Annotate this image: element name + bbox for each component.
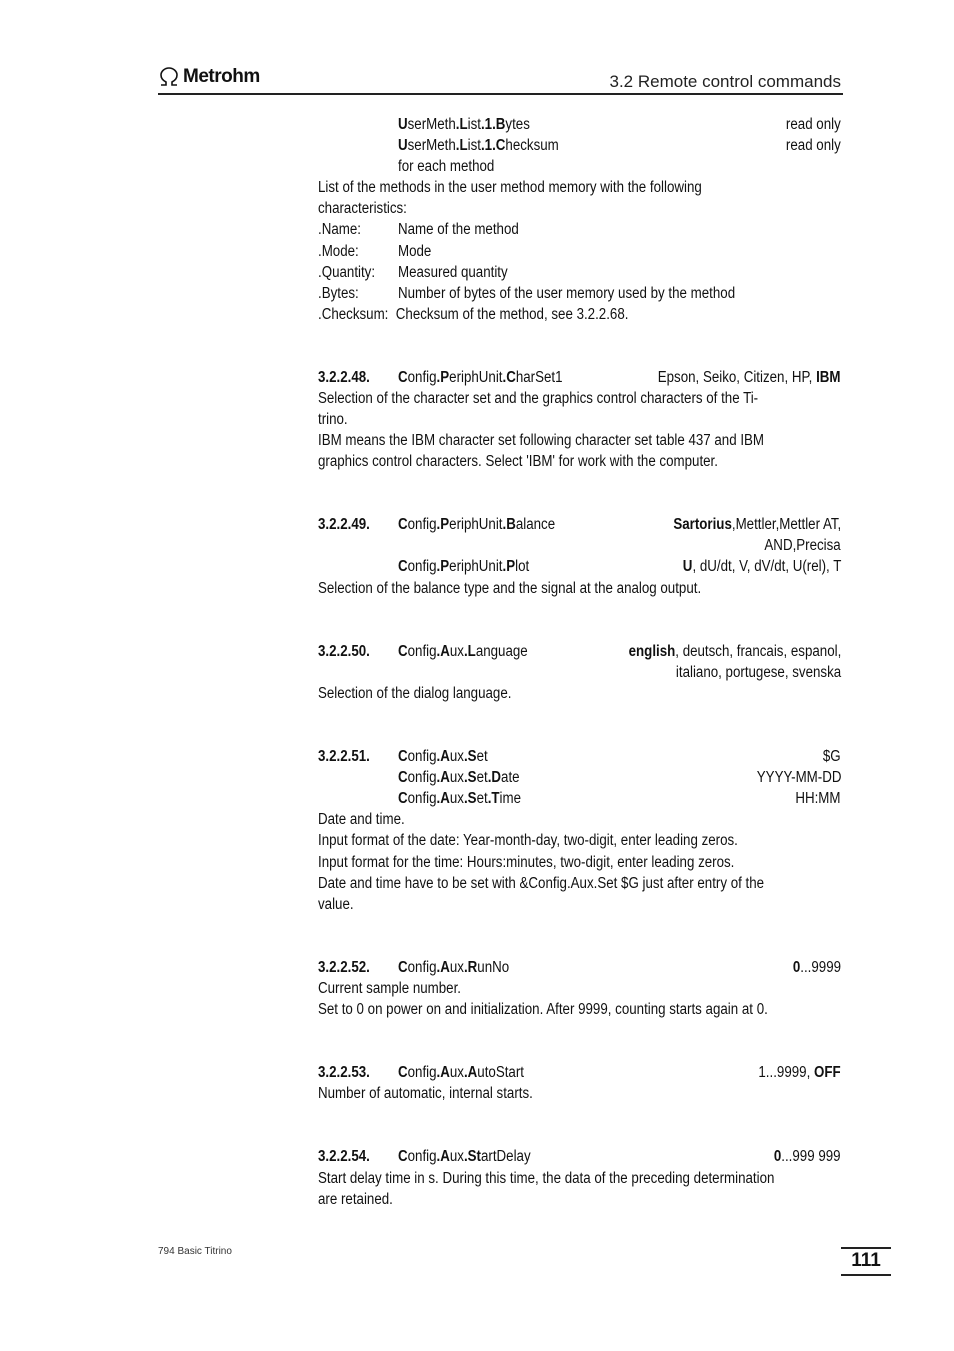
value-range: YYYY-MM-DD	[756, 769, 841, 786]
text-line: Measured quantity	[398, 264, 508, 281]
text-line: 3.2.2.54.	[318, 1148, 370, 1165]
value-range: HH:MM	[795, 790, 841, 807]
text-line: Number of bytes of the user memory used by the method	[398, 285, 736, 302]
text-line: trino.	[318, 411, 348, 428]
value-range: english, deutsch, francais, espanol,	[628, 643, 841, 660]
text-line: Date and time.	[318, 811, 405, 828]
text-line: Config.Aux.StartDelay	[398, 1148, 531, 1165]
text-line: .Quantity:	[318, 264, 376, 281]
text-line: Config.PeriphUnit.Balance	[398, 516, 556, 533]
text-line: are retained.	[318, 1191, 393, 1208]
text-line: 3.2.2.53.	[318, 1064, 370, 1081]
value-range: Sartorius,Mettler,Mettler AT,	[673, 516, 841, 533]
text-line: Config.Aux.AutoStart	[398, 1064, 524, 1081]
value-range: $G	[823, 748, 841, 765]
text-line: .Checksum: Checksum of the method, see 3.2.2.68.	[318, 306, 629, 323]
section-title: 3.2 Remote control commands	[609, 72, 841, 91]
text-line: Set to 0 on power on and initialization. After 9999, counting starts again at 0.	[318, 1001, 768, 1018]
text-line: Current sample number.	[318, 980, 462, 997]
text-line: List of the methods in the user method memory with the following	[318, 179, 702, 196]
text-line: UserMeth.List.1.Checksum	[398, 137, 559, 154]
value-range: AND,Precisa	[764, 537, 841, 554]
text-line: Config.PeriphUnit.CharSet1	[398, 369, 563, 386]
text-line: for each method	[398, 158, 495, 175]
text-line: Config.Aux.Set	[398, 748, 488, 765]
value-range: read only	[786, 116, 841, 133]
metrohm-logo	[158, 66, 260, 88]
text-line: Config.Aux.Set.Date	[398, 769, 520, 786]
text-line: Number of automatic, internal starts.	[318, 1085, 533, 1102]
text-line: Date and time have to be set with &Config.Aux.Set $G just after entry of the	[318, 875, 765, 892]
text-line: Mode	[398, 243, 432, 260]
text-line: .Bytes:	[318, 285, 359, 302]
text-line: value.	[318, 896, 354, 913]
text-line: Config.Aux.RunNo	[398, 959, 510, 976]
text-line: 3.2.2.48.	[318, 369, 370, 386]
doc-title: 794 Basic Titrino	[158, 1246, 232, 1257]
text-line: Name of the method	[398, 221, 519, 238]
text-line: Config.PeriphUnit.Plot	[398, 558, 530, 575]
value-range: 0...999 999	[774, 1148, 841, 1165]
value-range: U, dU/dt, V, dV/dt, U(rel), T	[682, 558, 841, 575]
value-range: Epson, Seiko, Citizen, HP, IBM	[658, 369, 841, 386]
text-line: .Name:	[318, 221, 361, 238]
text-line: graphics control characters. Select 'IBM' for work with the computer.	[318, 453, 718, 470]
header-rule	[158, 93, 843, 95]
text-line: Input format for the time: Hours:minutes, two-digit, enter leading zeros.	[318, 854, 735, 871]
text-line: 3.2.2.49.	[318, 516, 370, 533]
logo-text: Metrohm	[183, 66, 260, 87]
value-range: 1...9999, OFF	[758, 1064, 841, 1081]
text-line: Input format of the date: Year-month-day, two-digit, enter leading zeros.	[318, 832, 738, 849]
omega-logo-icon	[158, 67, 180, 87]
text-line: .Mode:	[318, 243, 359, 260]
text-line: IBM means the IBM character set following character set table 437 and IBM	[318, 432, 765, 449]
text-line: characteristics:	[318, 200, 407, 217]
page-number-rule-top	[841, 1247, 891, 1249]
text-line: Config.Aux.Set.Time	[398, 790, 522, 807]
text-line: Selection of the balance type and the signal at the analog output.	[318, 580, 702, 597]
value-range: 0...9999	[792, 959, 841, 976]
text-line: 3.2.2.50.	[318, 643, 370, 660]
text-line: Selection of the character set and the graphics control characters of the Ti-	[318, 390, 759, 407]
page-number-rule-bottom	[841, 1274, 891, 1276]
text-line: Config.Aux.Language	[398, 643, 528, 660]
text-line: Start delay time in s. During this time, the data of the preceding determination	[318, 1170, 775, 1187]
value-range: read only	[786, 137, 841, 154]
value-range: italiano, portugese, svenska	[675, 664, 841, 681]
text-line: 3.2.2.51.	[318, 748, 370, 765]
text-line: UserMeth.List.1.Bytes	[398, 116, 530, 133]
text-line: Selection of the dialog language.	[318, 685, 512, 702]
page-number: 111	[851, 1250, 881, 1271]
text-line: 3.2.2.52.	[318, 959, 370, 976]
